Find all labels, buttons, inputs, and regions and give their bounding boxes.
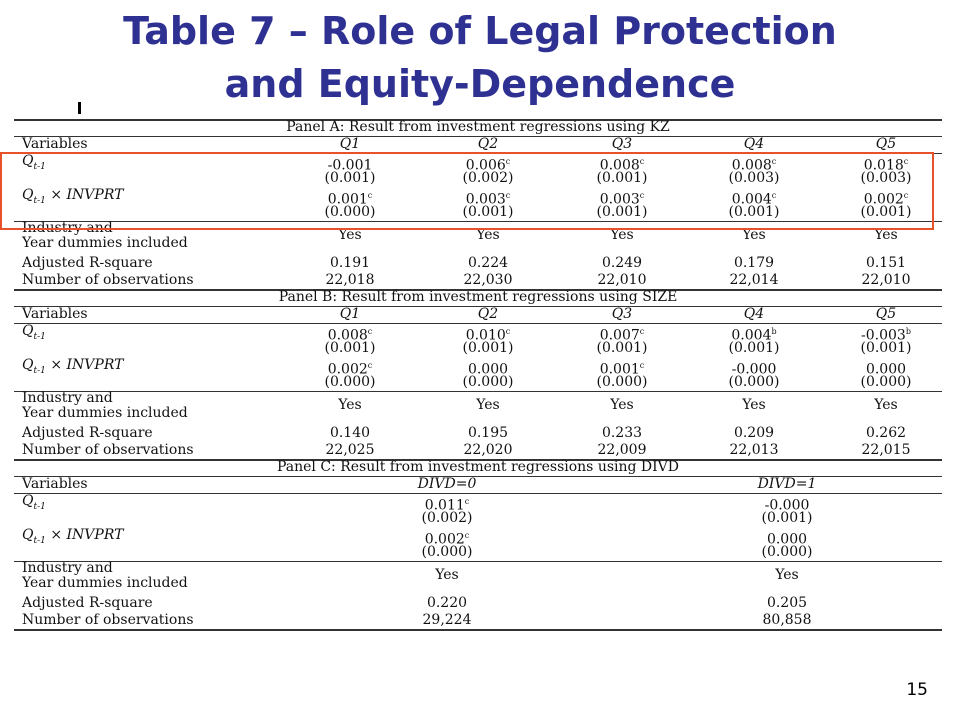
q-symbol: Q (22, 323, 34, 339)
column-header: Q3 (611, 136, 633, 152)
significance-mark: c (639, 157, 645, 166)
significance-mark: c (367, 327, 373, 336)
page-number: 15 (906, 680, 928, 700)
coef-value: 0.008 (731, 157, 772, 174)
coef-value: 0.011 (424, 497, 465, 514)
coef-value: 0.004 (731, 191, 772, 208)
dummies-label (22, 561, 188, 591)
header-row (14, 136, 942, 153)
coef-value: 0.001 (599, 361, 640, 378)
nobs-cell: 29,224 (422, 612, 472, 628)
adj-r2-label: Adjusted R-square (22, 595, 153, 611)
se-cell: (0.001) (596, 340, 648, 356)
se-cell: (0.001) (596, 170, 648, 186)
dummies-cell: Yes (874, 397, 898, 413)
q-subscript: t-1 (33, 501, 46, 512)
slide-title-line1: Table 7 – Role of Legal Protection (123, 9, 837, 53)
q-subscript: t-1 (33, 161, 46, 172)
significance-mark: c (367, 361, 373, 370)
adj-r2-cell: 0.151 (865, 255, 907, 271)
coef-value: 0.003 (465, 191, 506, 208)
variables-label: Variables (22, 136, 88, 152)
column-header: Q5 (875, 306, 897, 322)
nobs-cell: 22,015 (861, 442, 911, 458)
header-row (14, 306, 942, 323)
nobs-cell: 22,010 (597, 272, 647, 288)
stray-mark (78, 102, 81, 114)
nobs-cell: 22,010 (861, 272, 911, 288)
nobs-cell: 22,025 (325, 442, 375, 458)
dummies-cell: Yes (338, 397, 362, 413)
se-cell: (0.001) (860, 340, 912, 356)
se-cell: (0.001) (728, 204, 780, 220)
variables-label: Variables (22, 306, 88, 322)
nobs-row (14, 612, 942, 629)
se-cell: (0.001) (462, 340, 514, 356)
variables-label: Variables (22, 476, 88, 492)
se-cell: (0.002) (421, 510, 473, 526)
panel-title-row (14, 289, 942, 306)
dummies-cell: Yes (775, 567, 799, 583)
se-cell: (0.000) (728, 374, 780, 390)
adj-r2-cell: 0.191 (329, 255, 371, 271)
significance-mark: c (771, 191, 777, 200)
column-header: Q2 (477, 136, 499, 152)
se-cell: (0.001) (728, 340, 780, 356)
dummies-cell: Yes (338, 227, 362, 243)
coef-value: 0.000 (865, 361, 907, 378)
se-cell: (0.000) (324, 204, 376, 220)
nobs-cell: 22,009 (597, 442, 647, 458)
adj-r2-cell: 0.140 (329, 425, 371, 441)
significance-mark: c (505, 327, 511, 336)
significance-mark: c (639, 191, 645, 200)
se-cell: (0.000) (761, 544, 813, 560)
column-header: DIVD=1 (757, 476, 817, 492)
se-cell: (0.002) (462, 170, 514, 186)
adj-r2-label: Adjusted R-square (22, 425, 153, 441)
coef-value: 0.007 (599, 327, 640, 344)
significance-mark: c (464, 531, 470, 540)
adj-r2-cell: 0.209 (733, 425, 775, 441)
highlight-box (0, 152, 934, 230)
q-symbol: Q (22, 357, 34, 373)
adj-r2-cell: 0.262 (865, 425, 907, 441)
nobs-label: Number of observations (22, 272, 194, 288)
adj-r2-cell: 0.195 (467, 425, 509, 441)
nobs-cell: 22,030 (463, 272, 513, 288)
nobs-row (14, 442, 942, 459)
dummies-label-line1: Industry and (22, 560, 113, 576)
dummies-label-line2: Year dummies included (22, 235, 188, 251)
panel-title: Panel A: Result from investment regressions using KZ (286, 119, 670, 135)
coef-value: 0.008 (599, 157, 640, 174)
coef-value: 0.001 (327, 191, 368, 208)
significance-mark: c (505, 191, 511, 200)
adj-r2-label: Adjusted R-square (22, 255, 153, 271)
table-row (14, 340, 942, 357)
adj-r2-cell: 0.224 (467, 255, 509, 271)
significance-mark: c (367, 191, 373, 200)
dummies-cell: Yes (476, 397, 500, 413)
significance-mark: c (903, 191, 909, 200)
dummies-cell: Yes (742, 397, 766, 413)
panel-title: Panel B: Result from investment regressions using SIZE (278, 289, 678, 305)
dummies-label (22, 391, 188, 421)
coef-value: -0.000 (764, 497, 810, 514)
q-symbol: Q (22, 187, 34, 203)
nobs-cell: 80,858 (762, 612, 812, 628)
column-header: Q2 (477, 306, 499, 322)
adj-r2-cell: 0.220 (426, 595, 468, 611)
table-row (14, 493, 942, 514)
se-cell: (0.003) (860, 170, 912, 186)
header-row (14, 476, 942, 493)
interaction-suffix: × INVPRT (45, 357, 124, 373)
column-header: Q4 (743, 306, 765, 322)
se-cell: (0.001) (761, 510, 813, 526)
nobs-cell: 22,018 (325, 272, 375, 288)
nobs-cell: 22,020 (463, 442, 513, 458)
coef-value: 0.004 (731, 327, 772, 344)
significance-mark: c (903, 157, 909, 166)
panel-title-row (14, 459, 942, 476)
q-subscript: t-1 (33, 365, 46, 376)
coef-value: 0.002 (424, 531, 465, 548)
adj-r2-cell: 0.249 (601, 255, 643, 271)
coef-value: -0.001 (327, 157, 373, 174)
coef-value: -0.003 (861, 327, 906, 344)
column-header: Q1 (339, 306, 361, 322)
dummies-cell: Yes (610, 397, 634, 413)
dummies-row (14, 391, 942, 425)
dummies-label-line1: Industry and (22, 390, 113, 406)
column-header: Q4 (743, 136, 765, 152)
adj-r2-cell: 0.179 (733, 255, 775, 271)
column-header: Q5 (875, 136, 897, 152)
significance-mark: c (464, 497, 470, 506)
q-subscript: t-1 (33, 331, 46, 342)
adj-r2-row (14, 425, 942, 442)
rule-line (14, 629, 942, 631)
coef-value: 0.002 (863, 191, 904, 208)
dummies-cell: Yes (610, 227, 634, 243)
se-cell: (0.001) (324, 340, 376, 356)
nobs-label: Number of observations (22, 612, 194, 628)
table-row (14, 357, 942, 378)
coef-value: 0.006 (465, 157, 506, 174)
adj-r2-row (14, 595, 942, 612)
significance-mark: b (905, 327, 911, 336)
nobs-row (14, 272, 942, 289)
se-cell: (0.003) (728, 170, 780, 186)
se-cell: (0.000) (421, 544, 473, 560)
table-row (14, 544, 942, 561)
coef-value: 0.000 (467, 361, 509, 378)
dummies-label-line2: Year dummies included (22, 575, 188, 591)
panel-title: Panel C: Result from investment regressions using DIVD (276, 459, 680, 475)
se-cell: (0.001) (860, 204, 912, 220)
column-header: DIVD=0 (417, 476, 477, 492)
dummies-label-line1: Industry and (22, 220, 113, 236)
column-header: Q1 (339, 136, 361, 152)
nobs-cell: 22,013 (729, 442, 779, 458)
dummies-label-line2: Year dummies included (22, 405, 188, 421)
se-cell: (0.000) (596, 374, 648, 390)
column-header: Q3 (611, 306, 633, 322)
se-cell: (0.001) (324, 170, 376, 186)
table-row (14, 374, 942, 391)
adj-r2-cell: 0.233 (601, 425, 643, 441)
q-subscript: t-1 (33, 195, 46, 206)
coef-value: 0.018 (863, 157, 904, 174)
nobs-cell: 22,014 (729, 272, 779, 288)
significance-mark: c (505, 157, 511, 166)
adj-r2-row (14, 255, 942, 272)
significance-mark: c (771, 157, 777, 166)
adj-r2-cell: 0.205 (766, 595, 808, 611)
dummies-cell: Yes (435, 567, 459, 583)
coef-value: -0.000 (731, 361, 777, 378)
table-row (14, 323, 942, 344)
coef-value: 0.008 (327, 327, 368, 344)
coef-value: 0.010 (465, 327, 506, 344)
table-row (14, 527, 942, 548)
dummies-cell: Yes (742, 227, 766, 243)
q-symbol: Q (22, 527, 34, 543)
dummies-cell: Yes (476, 227, 500, 243)
q-subscript: t-1 (33, 535, 46, 546)
dummies-row (14, 561, 942, 595)
q-symbol: Q (22, 493, 34, 509)
coef-value: 0.002 (327, 361, 368, 378)
se-cell: (0.000) (462, 374, 514, 390)
q-symbol: Q (22, 153, 34, 169)
se-cell: (0.001) (462, 204, 514, 220)
panel-title-row (14, 119, 942, 136)
significance-mark: b (771, 327, 777, 336)
significance-mark: c (639, 327, 645, 336)
nobs-label: Number of observations (22, 442, 194, 458)
interaction-suffix: × INVPRT (45, 187, 124, 203)
table-row (14, 510, 942, 527)
slide-title-line2: and Equity-Dependence (224, 62, 736, 106)
se-cell: (0.000) (860, 374, 912, 390)
se-cell: (0.000) (324, 374, 376, 390)
dummies-cell: Yes (874, 227, 898, 243)
coef-value: 0.000 (766, 531, 808, 548)
se-cell: (0.001) (596, 204, 648, 220)
coef-value: 0.003 (599, 191, 640, 208)
interaction-suffix: × INVPRT (45, 527, 124, 543)
significance-mark: c (639, 361, 645, 370)
